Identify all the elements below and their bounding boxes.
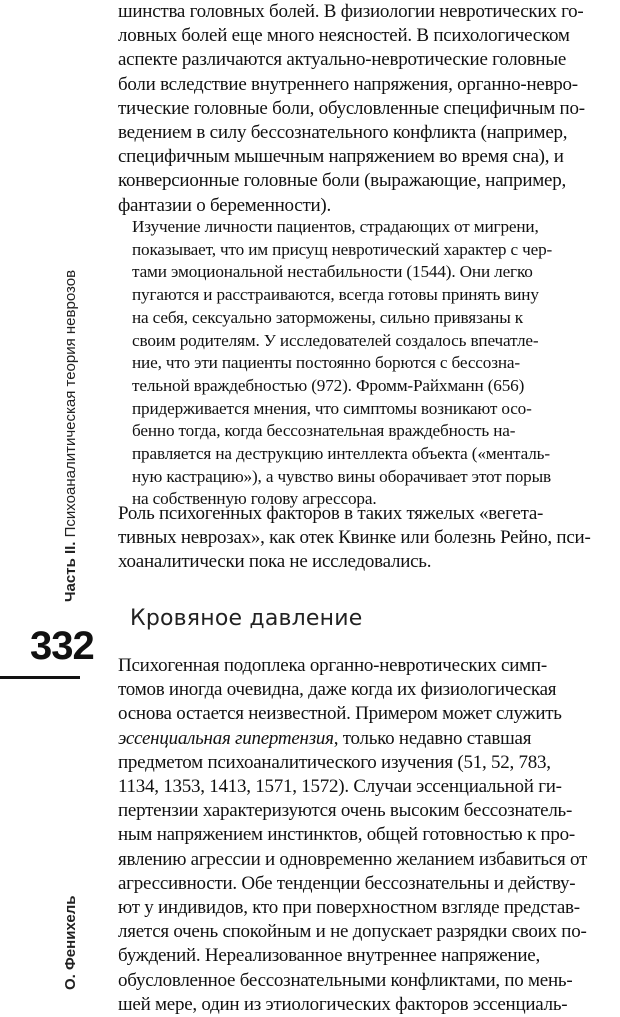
text-line: агрессивности. Обе тенденции бессознательны и действу- [118, 872, 576, 894]
text-line: буждений. Нереализованное внутреннее напряжение, [118, 945, 540, 967]
page-number-rule [0, 676, 80, 679]
paragraph-1-text [118, 0, 614, 218]
text-line: ляется очень спокойным и не допускает разрядки своих по- [118, 921, 587, 943]
quote-line: на себя, сексуально заторможены, сильно привязаны к [132, 307, 523, 327]
text-line: основа остается неизвестной. Примером может служить [118, 703, 562, 725]
text-line: 1134, 1353, 1413, 1571, 1572). Случаи эссенциальной ги- [118, 776, 562, 798]
block-quote [118, 216, 608, 511]
text-line: предметом психоаналитического изучения (51, 52, 783, [118, 751, 551, 773]
text-line: фантазии о беременности). [118, 194, 332, 216]
quote-line: тами эмоциональной нестабильности (1544). Они легко [132, 262, 533, 282]
part-title: Психоаналитическая теория неврозов [62, 269, 79, 538]
text-line: тические головные боли, обусловленные специфичным по- [118, 97, 585, 119]
paragraph-1 [118, 0, 614, 218]
paragraph-3 [118, 654, 614, 1017]
running-head-author: О. Фенихель [62, 895, 79, 990]
text-line: боли вследствие внутреннего напряжения, органно-невро- [118, 73, 578, 95]
quote-line: правляется на деструкцию интеллекта объекта («менталь- [132, 444, 550, 464]
text-line: хоаналитически пока не исследовались. [118, 551, 432, 573]
quote-line: на собственную голову агрессора. [132, 489, 377, 509]
quote-line: бенно тогда, когда бессознательная враждебность на- [132, 421, 516, 441]
quote-line: своим родителям. У исследователей создалось впечатле- [132, 330, 539, 350]
text-line: ловных болей еще много неясностей. В психологическом [118, 25, 570, 47]
running-head-part [62, 270, 79, 602]
paragraph-3-text [118, 654, 614, 1017]
section-heading: Кровяное давление [130, 606, 363, 631]
part-label: Часть II. [62, 541, 79, 602]
text-line: пертензии характеризуются очень высоким бессознатель- [118, 800, 573, 822]
text-line: обусловленное бессознательными конфликтами, по мень- [118, 969, 573, 991]
emphasis-term: эссенциальная гипертензия [118, 727, 334, 749]
text-line: ным напряжением инстинктов, общей готовностью к про- [118, 824, 575, 846]
text-line: шей мере, один из этиологических факторов эссенциаль- [118, 993, 568, 1015]
text-line: Психогенная подоплека органно-невротических симп- [118, 655, 547, 676]
quote-line: придерживается мнения, что симптомы возникают осо- [132, 398, 532, 418]
quote-line: ную кастрацию»), а чувство вины оборачивает этот порыв [132, 466, 551, 486]
paragraph-2 [118, 502, 614, 575]
text-line: томов иногда очевидна, даже когда их физиологическая [118, 679, 557, 701]
paragraph-2-text [118, 502, 614, 575]
text-line: явлению агрессии и одновременно желанием избавиться от [118, 848, 588, 870]
quote-line: показывает, что им присущ невротический характер с чер- [132, 239, 553, 259]
text-fragment: , только недавно ставшая [333, 727, 532, 749]
quote-line: Изучение личности пациентов, страдающих от мигрени, [132, 217, 539, 236]
text-line: ведением в силу бессознательного конфликта (например, [118, 122, 568, 144]
text-line: аспекте различаются актуально-невротические головные [118, 49, 567, 71]
text-line: тивных неврозах», как отек Квинке или болезнь Рейно, пси- [118, 527, 591, 549]
text-line: шинства головных болей. В физиологии невротических го- [118, 1, 584, 22]
quote-line: пугаются и расстраиваются, всегда готовы принять вину [132, 285, 539, 305]
text-line: конверсионные головные боли (выражающие, например, [118, 170, 566, 192]
text-line: специфичным мышечным напряжением во время сна), и [118, 146, 564, 168]
block-quote-text [132, 216, 608, 511]
page-number: 332 [30, 624, 94, 668]
text-line: Роль психогенных факторов в таких тяжелых «вегета- [118, 503, 544, 524]
text-line [118, 727, 614, 751]
quote-line: тельной враждебностью (972). Фромм-Райхманн (656) [132, 375, 525, 395]
text-line: ют у индивидов, кто при поверхностном взгляде представ- [118, 897, 580, 919]
quote-line: ние, что эти пациенты постоянно борются с бессозна- [132, 353, 520, 373]
